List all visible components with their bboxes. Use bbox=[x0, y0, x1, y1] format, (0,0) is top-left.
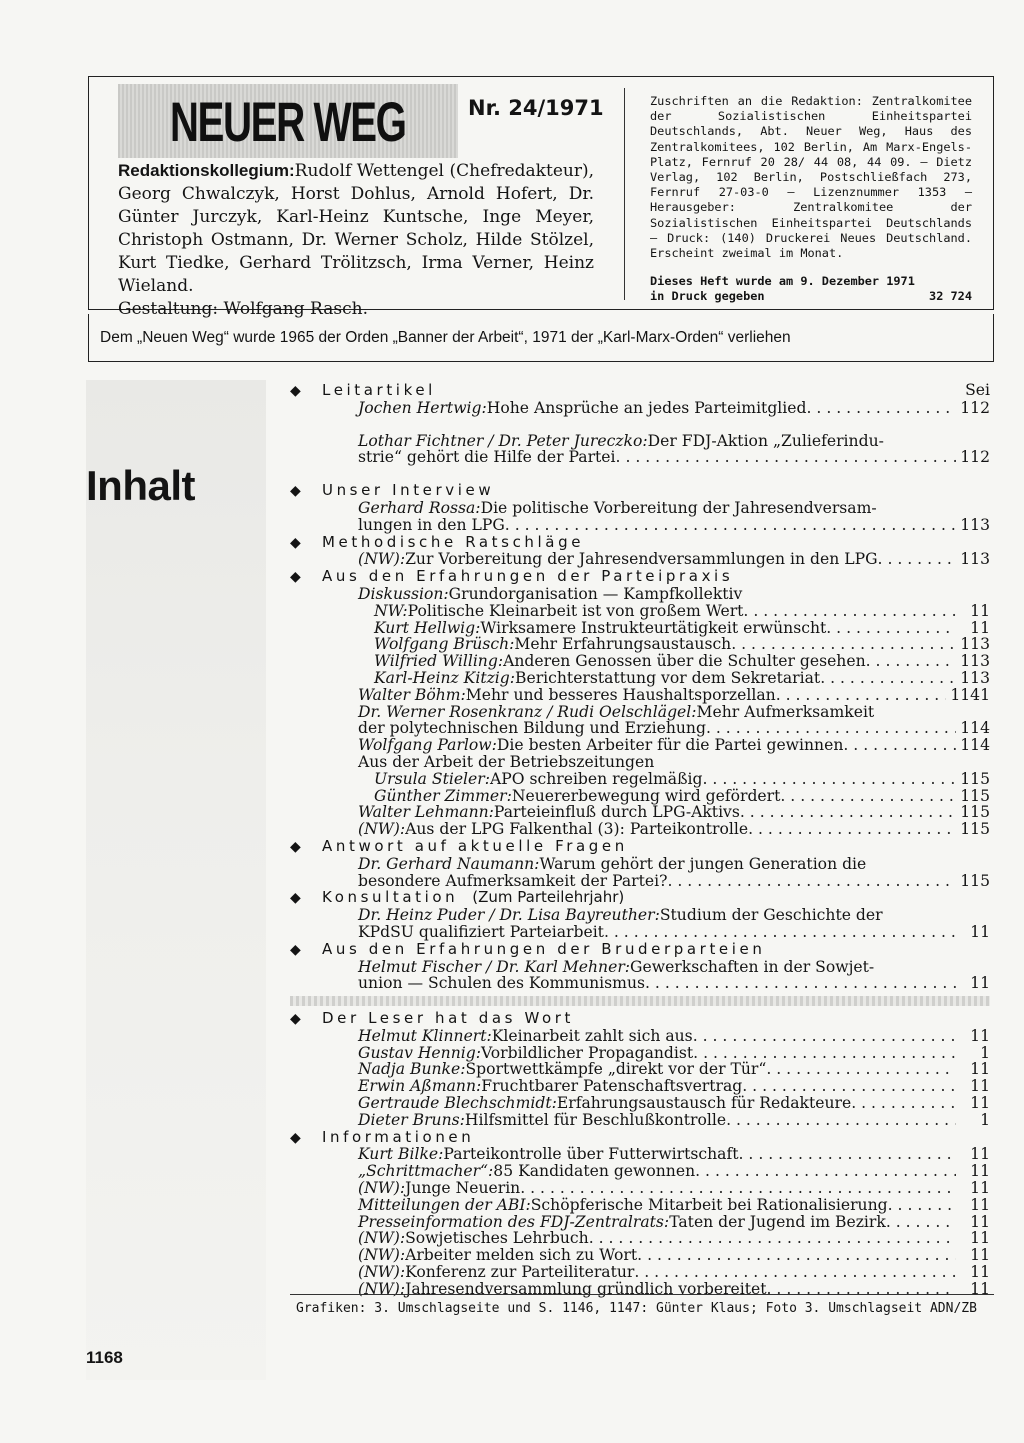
toc-entry-author: Gerhard Rossa: bbox=[358, 498, 481, 517]
print-number: 32 724 bbox=[929, 289, 972, 304]
toc-entry-page: 113 bbox=[960, 652, 990, 671]
toc-entry-page: 11 bbox=[970, 1263, 990, 1282]
diamond-bullet-icon: ◆ bbox=[290, 569, 301, 586]
toc-leader-dots bbox=[851, 1095, 956, 1112]
toc-entry bbox=[290, 804, 990, 821]
toc-entry-title: Fruchtbarer Patenschaftsvertrag bbox=[481, 1077, 743, 1096]
toc-entry-page: 11 bbox=[970, 1279, 990, 1298]
toc-entry-author: (NW): bbox=[358, 1279, 406, 1298]
toc-entry-author: (NW): bbox=[358, 820, 406, 839]
toc-entry-title: Erfahrungsaustausch für Redakteure bbox=[556, 1094, 852, 1113]
toc-leader-dots bbox=[695, 1163, 956, 1180]
toc-entry bbox=[290, 586, 990, 603]
diamond-bullet-icon: ◆ bbox=[290, 941, 301, 958]
toc-entry-author: Walter Böhm: bbox=[358, 685, 466, 704]
editorial-board bbox=[118, 159, 594, 321]
toc-entry-continuation bbox=[290, 517, 990, 534]
contents-heading: Inhalt bbox=[86, 462, 195, 509]
toc-entry bbox=[290, 1095, 990, 1112]
toc-entry-page: 11 bbox=[970, 1094, 990, 1113]
toc-section-title: Aus den Erfahrungen der Parteipraxis bbox=[322, 567, 734, 586]
toc-entry bbox=[290, 1163, 990, 1180]
toc-section-heading bbox=[290, 382, 990, 400]
toc-entry-author: Kurt Bilke: bbox=[358, 1145, 444, 1164]
toc-entry-continuation bbox=[290, 873, 990, 890]
diamond-bullet-icon: ◆ bbox=[290, 483, 301, 500]
toc-entry bbox=[290, 907, 990, 924]
toc-section-heading bbox=[290, 889, 990, 907]
toc-entry-title: APO schreiben regelmäßig bbox=[489, 769, 703, 788]
toc-entry bbox=[290, 737, 990, 754]
toc-entry-page: 1141 bbox=[950, 685, 990, 704]
toc-entry-title: Aus der LPG Falkenthal (3): Parteikontrolle bbox=[405, 820, 749, 839]
toc-entry-author: Helmut Fischer / Dr. Karl Mehner: bbox=[358, 957, 631, 976]
toc-leader-dots bbox=[645, 975, 956, 992]
toc-entry-page: 11 bbox=[970, 601, 990, 620]
toc-entry-author: Erwin Aßmann: bbox=[358, 1077, 482, 1096]
toc-entry-title: Jahresendversammlung gründlich vorbereitet bbox=[405, 1279, 767, 1298]
toc-entry-title-cont: lungen in den LPG bbox=[358, 515, 505, 534]
toc-entry bbox=[290, 670, 990, 687]
toc-leader-dots bbox=[693, 1028, 956, 1045]
toc-entry-continuation bbox=[290, 924, 990, 941]
toc-entry-title: Anderen Genossen über die Schulter gesehen bbox=[503, 652, 866, 671]
toc-entry-author: (NW): bbox=[358, 1246, 406, 1265]
toc-entry-title: Die besten Arbeiter für die Partei gewinnen bbox=[496, 736, 844, 755]
toc-entry-page: 113 bbox=[960, 550, 990, 569]
print-note: in Druck gegeben bbox=[650, 289, 765, 304]
contact-info: Zuschriften an die Redaktion: Zentralkomitee der Sozialistischen Einheitspartei Deutschlands, Abt. Neuer Weg, Haus des Zentralkomitees, 102 Berlin, Am Marx-Engels-Platz, Fernruf 20 28/ 44 08, 44 09. — Dietz Verlag, 102 Berlin, Postschließfach 273, Fernruf 27-03-0 — Lizenznummer 1353 — Herausgeber: Zentralkomitee der Sozialistischen Einheitspartei Deutschlands — Druck: (140) Druckerei Neues Deutschland. Erscheint zweimal im Monat. bbox=[650, 94, 972, 261]
toc-leader-dots bbox=[742, 1078, 956, 1095]
toc-entry bbox=[290, 433, 990, 450]
toc-entry-title: Berichterstattung vor dem Sekretariat bbox=[515, 668, 821, 687]
toc-entry-title-cont: besondere Aufmerksamkeit der Partei? bbox=[358, 871, 668, 890]
toc-section-title: Informationen bbox=[322, 1127, 475, 1146]
toc-entry-page: 11 bbox=[970, 1162, 990, 1181]
editorial-board-names: Rudolf Wettengel (Chefredakteur), Georg Chwalczyk, Horst Dohlus, Arnold Hofert, Dr. Günter Jurczyk, Karl-Heinz Kuntsche, Inge Meyer, Christoph Ostmann, Dr. Werner Scholz, Hilde Stölzel, Kurt Tiedke, Gerhard Trölitzsch, Irma Verner, Heinz Wieland. bbox=[118, 161, 594, 296]
toc-entry bbox=[290, 603, 990, 620]
toc-entry-title: Die politische Vorbereitung der Jahresendversam- bbox=[480, 498, 877, 517]
toc-entry-page: 11 bbox=[970, 1212, 990, 1231]
toc-leader-dots bbox=[748, 821, 956, 838]
toc-entry-title-cont: der polytechnischen Bildung und Erziehung bbox=[358, 719, 706, 738]
toc-entry-title: Mehr Erfahrungsaustausch bbox=[514, 635, 732, 654]
masthead-divider bbox=[624, 88, 625, 300]
editorial-board-label: Redaktionskollegium: bbox=[118, 161, 295, 180]
toc-leader-dots bbox=[767, 1281, 956, 1298]
toc-leader-dots bbox=[766, 1061, 956, 1078]
toc-entry-author: Wolfgang Brüsch: bbox=[374, 635, 515, 654]
toc-page-header: Sei bbox=[965, 381, 990, 399]
toc-entry-author: Lothar Fichtner / Dr. Peter Jureczko: bbox=[358, 431, 648, 450]
toc-entry-continuation bbox=[290, 449, 990, 466]
toc-section-heading bbox=[290, 482, 990, 500]
toc-entry-title: Studium der Geschichte der bbox=[659, 906, 883, 925]
toc-entry-author: Presseinformation des FDJ-Zentralrats: bbox=[358, 1212, 670, 1231]
toc-leader-dots bbox=[505, 517, 956, 534]
toc-entry-page: 11 bbox=[970, 974, 990, 993]
toc-leader-dots bbox=[866, 653, 956, 670]
toc-section-heading bbox=[290, 838, 990, 856]
toc-entry-title: Taten der Jugend im Bezirk bbox=[669, 1212, 886, 1231]
toc-leader-dots bbox=[726, 1112, 956, 1129]
toc-section-heading bbox=[290, 941, 990, 959]
toc-entry-continuation bbox=[290, 975, 990, 992]
toc-leader-dots bbox=[634, 1264, 956, 1281]
diamond-bullet-icon: ◆ bbox=[290, 383, 301, 399]
toc-entry-title: Parteikontrolle über Futterwirtschaft bbox=[443, 1145, 739, 1164]
toc-leader-dots bbox=[888, 1197, 956, 1214]
toc-entry-page: 11 bbox=[970, 1195, 990, 1214]
toc-leader-dots bbox=[604, 924, 956, 941]
toc-leader-dots bbox=[820, 670, 956, 687]
toc-entry bbox=[290, 1045, 990, 1062]
toc-entry-author: Karl-Heinz Kitzig: bbox=[374, 668, 516, 687]
toc-entry-author: Gustav Hennig: bbox=[358, 1043, 481, 1062]
toc-leader-dots bbox=[706, 720, 956, 737]
toc-entry-title: Politische Kleinarbeit ist von großem Wert bbox=[407, 601, 744, 620]
toc-entry-page: 1 bbox=[980, 1110, 990, 1129]
toc-entry-title: Konferenz zur Parteiliteratur bbox=[405, 1263, 635, 1282]
toc-entry-author: Dr. Gerhard Naumann: bbox=[358, 854, 540, 873]
toc-entry bbox=[290, 704, 990, 721]
toc-entry-author: Gertraude Blechschmidt: bbox=[358, 1094, 557, 1113]
toc-entry-page: 112 bbox=[960, 448, 990, 467]
toc-entry-title-cont: KPdSU qualifiziert Parteiarbeit bbox=[358, 922, 604, 941]
table-of-contents bbox=[290, 382, 990, 1298]
toc-entry-title: Hilfsmittel für Beschlußkontrolle bbox=[464, 1110, 727, 1129]
left-column bbox=[86, 380, 266, 1380]
toc-entry-page: 113 bbox=[960, 635, 990, 654]
toc-entry-title: 85 Kandidaten gewonnen bbox=[493, 1162, 696, 1181]
toc-entry-author: Kurt Hellwig: bbox=[374, 618, 481, 637]
toc-entry-title: Mehr Aufmerksamkeit bbox=[696, 702, 875, 721]
toc-entry-title: Hohe Ansprüche an jedes Parteimitglied bbox=[486, 398, 807, 417]
toc-section-heading bbox=[290, 534, 990, 552]
toc-entry-author: (NW): bbox=[358, 1229, 406, 1248]
logo bbox=[118, 84, 458, 158]
toc-entry-title: Wirksamere Instrukteurtätigkeit erwünscht bbox=[480, 618, 827, 637]
toc-entry bbox=[290, 821, 990, 838]
toc-entry-author: (NW): bbox=[358, 1263, 406, 1282]
toc-entry-title: Zur Vorbereitung der Jahresendversammlungen in den LPG bbox=[405, 550, 878, 569]
toc-entry-title: Kleinarbeit zahlt sich aus bbox=[491, 1026, 693, 1045]
toc-entry bbox=[290, 620, 990, 637]
toc-entry-author: Dr. Heinz Puder / Dr. Lisa Bayreuther: bbox=[358, 906, 660, 925]
toc-entry-page: 11 bbox=[970, 1145, 990, 1164]
toc-entry-page: 113 bbox=[960, 515, 990, 534]
toc-entry-page: 1 bbox=[980, 1043, 990, 1062]
spacer bbox=[290, 417, 990, 433]
toc-entry-page: 11 bbox=[970, 1179, 990, 1198]
toc-section-title: Der Leser hat das Wort bbox=[322, 1009, 575, 1028]
toc-entry-title: Der FDJ-Aktion „Zulieferindu- bbox=[647, 431, 884, 450]
toc-entry-title: Aus der Arbeit der Betriebszeitungen bbox=[358, 752, 655, 771]
toc-leader-dots bbox=[807, 400, 957, 417]
toc-leader-dots bbox=[740, 804, 956, 821]
toc-section-title: Aus den Erfahrungen der Bruderparteien bbox=[322, 939, 766, 958]
toc-entry-author: Nadja Bunke: bbox=[358, 1060, 466, 1079]
toc-entry-page: 11 bbox=[970, 1246, 990, 1265]
toc-entry bbox=[290, 1264, 990, 1281]
toc-leader-dots bbox=[589, 1230, 956, 1247]
toc-entry-author: Günther Zimmer: bbox=[374, 786, 512, 805]
toc-entry bbox=[290, 500, 990, 517]
toc-entry bbox=[290, 1061, 990, 1078]
toc-entry bbox=[290, 771, 990, 788]
toc-entry-page: 115 bbox=[960, 803, 990, 822]
toc-entry-page: 115 bbox=[960, 769, 990, 788]
toc-leader-dots bbox=[637, 1247, 956, 1264]
toc-leader-dots bbox=[616, 449, 956, 466]
toc-section-title: Konsultation bbox=[322, 888, 459, 907]
toc-entry-author: „Schrittmacher“: bbox=[358, 1162, 494, 1181]
toc-entry-page: 114 bbox=[960, 736, 990, 755]
toc-section-title: Unser Interview bbox=[322, 481, 495, 500]
diamond-bullet-icon: ◆ bbox=[290, 1129, 301, 1146]
toc-entry bbox=[290, 788, 990, 805]
toc-entry bbox=[290, 959, 990, 976]
toc-section-heading bbox=[290, 1129, 990, 1147]
toc-leader-dots bbox=[886, 1214, 956, 1231]
toc-entry-author: Jochen Hertwig: bbox=[358, 398, 487, 417]
toc-section-heading bbox=[290, 568, 990, 586]
toc-entry-author: (NW): bbox=[358, 550, 406, 569]
toc-entry-page: 11 bbox=[970, 1229, 990, 1248]
toc-entry-author: Helmut Klinnert: bbox=[358, 1026, 492, 1045]
toc-entry-author: Mitteilungen der ABI: bbox=[358, 1195, 531, 1214]
toc-entry bbox=[290, 1197, 990, 1214]
toc-entry bbox=[290, 653, 990, 670]
toc-entry-page: 11 bbox=[970, 1060, 990, 1079]
order-line: Dem „Neuen Weg“ wurde 1965 der Orden „Banner der Arbeit“, 1971 der „Karl-Marx-Orden“ verliehen bbox=[100, 329, 791, 346]
toc-entry-title: Warum gehört der jungen Generation die bbox=[539, 854, 867, 873]
toc-entry-title: Arbeiter melden sich zu Wort bbox=[405, 1246, 638, 1265]
toc-leader-dots bbox=[693, 1045, 956, 1062]
section-separator bbox=[290, 996, 990, 1006]
toc-entry-title: Junge Neuerin bbox=[405, 1179, 521, 1198]
toc-leader-dots bbox=[703, 771, 957, 788]
toc-entry-author: Wilfried Willing: bbox=[374, 652, 504, 671]
toc-entry bbox=[290, 856, 990, 873]
toc-entry bbox=[290, 687, 990, 704]
toc-section-title: Antwort auf aktuelle Fragen bbox=[322, 836, 628, 855]
design-credit: Gestaltung: Wolfgang Rasch. bbox=[118, 299, 368, 319]
toc-section-heading bbox=[290, 1010, 990, 1028]
toc-entry-author: (NW): bbox=[358, 1179, 406, 1198]
toc-leader-dots bbox=[743, 603, 956, 620]
toc-entry-page: 112 bbox=[960, 398, 990, 417]
toc-entry-author: Dr. Werner Rosenkranz / Rudi Oelschlägel: bbox=[358, 702, 697, 721]
toc-entry-title: Parteieinfluß durch LPG-Aktivs bbox=[493, 803, 740, 822]
toc-entry bbox=[290, 1078, 990, 1095]
toc-entry-title: Mehr und besseres Haushaltsporzellan bbox=[465, 685, 776, 704]
toc-entry-title: Vorbildlicher Propagandist bbox=[480, 1043, 694, 1062]
toc-entry-page: 11 bbox=[970, 618, 990, 637]
toc-section-title: Methodische Ratschläge bbox=[322, 532, 585, 551]
toc-leader-dots bbox=[826, 620, 956, 637]
toc-entry-author: Wolfgang Parlow: bbox=[358, 736, 497, 755]
toc-entry-title: Gewerkschaften in der Sowjet- bbox=[630, 957, 875, 976]
diamond-bullet-icon: ◆ bbox=[290, 838, 301, 855]
toc-entry bbox=[290, 1281, 990, 1298]
issue-number: Nr. 24/1971 bbox=[468, 96, 604, 120]
toc-entry bbox=[290, 754, 990, 771]
toc-entry-page: 115 bbox=[960, 871, 990, 890]
toc-entry bbox=[290, 551, 990, 568]
toc-entry-page: 115 bbox=[960, 786, 990, 805]
toc-leader-dots bbox=[776, 687, 947, 704]
toc-leader-dots bbox=[731, 636, 956, 653]
toc-entry-page: 11 bbox=[970, 922, 990, 941]
diamond-bullet-icon: ◆ bbox=[290, 1011, 301, 1028]
toc-entry-title: Grundorganisation — Kampfkollektiv bbox=[448, 584, 743, 603]
toc-leader-dots bbox=[520, 1180, 956, 1197]
toc-entry-page: 11 bbox=[970, 1077, 990, 1096]
toc-entry-title: Sportwettkämpfe „direkt vor der Tür“ bbox=[465, 1060, 767, 1079]
toc-entry-author: Ursula Stieler: bbox=[374, 769, 490, 788]
toc-leader-dots bbox=[739, 1146, 957, 1163]
toc-entry-continuation bbox=[290, 720, 990, 737]
diamond-bullet-icon: ◆ bbox=[290, 890, 301, 907]
toc-entry-title: Neuererbewegung wird gefördert bbox=[511, 786, 781, 805]
toc-entry bbox=[290, 1214, 990, 1231]
toc-entry-title-cont: strie“ gehört die Hilfe der Partei bbox=[358, 448, 616, 467]
toc-leader-dots bbox=[843, 737, 956, 754]
toc-section-title: Leitartikel bbox=[322, 381, 436, 399]
toc-entry-title: Schöpferische Mitarbeit bei Rationalisierung bbox=[530, 1195, 888, 1214]
toc-entry-author: Diskussion: bbox=[358, 584, 449, 603]
image-credits: Grafiken: 3. Umschlagseite und S. 1146, 1147: Günter Klaus; Foto 3. Umschlagseit ADN/ZB bbox=[296, 1301, 977, 1316]
toc-entry bbox=[290, 1028, 990, 1045]
toc-leader-dots bbox=[780, 788, 956, 805]
toc-section-note: (Zum Parteilehrjahr) bbox=[472, 888, 625, 907]
toc-entry-page: 115 bbox=[960, 820, 990, 839]
credits-rule bbox=[290, 1294, 994, 1295]
toc-leader-dots bbox=[878, 551, 956, 568]
toc-entry-title-cont: union — Schulen des Kommunismus bbox=[358, 974, 645, 993]
toc-entry-author: Dieter Bruns: bbox=[358, 1110, 465, 1129]
toc-entry bbox=[290, 1180, 990, 1197]
toc-entry bbox=[290, 1230, 990, 1247]
toc-entry-page: 114 bbox=[960, 719, 990, 738]
toc-entry-page: 113 bbox=[960, 668, 990, 687]
logo-text: NEUER WEG bbox=[170, 89, 406, 153]
toc-entry-author: Walter Lehmann: bbox=[358, 803, 494, 822]
toc-entry bbox=[290, 1146, 990, 1163]
toc-entry bbox=[290, 400, 990, 417]
page-number: 1168 bbox=[86, 1348, 123, 1367]
toc-entry bbox=[290, 636, 990, 653]
toc-entry-title: Sowjetisches Lehrbuch bbox=[405, 1229, 589, 1248]
toc-entry-author: NW: bbox=[374, 601, 408, 620]
toc-leader-dots bbox=[667, 873, 956, 890]
toc-entry bbox=[290, 1112, 990, 1129]
print-date: Dieses Heft wurde am 9. Dezember 1971 bbox=[650, 274, 915, 288]
diamond-bullet-icon: ◆ bbox=[290, 534, 301, 551]
print-info bbox=[650, 274, 972, 304]
toc-entry-page: 11 bbox=[970, 1026, 990, 1045]
spacer bbox=[290, 466, 990, 482]
toc-entry bbox=[290, 1247, 990, 1264]
